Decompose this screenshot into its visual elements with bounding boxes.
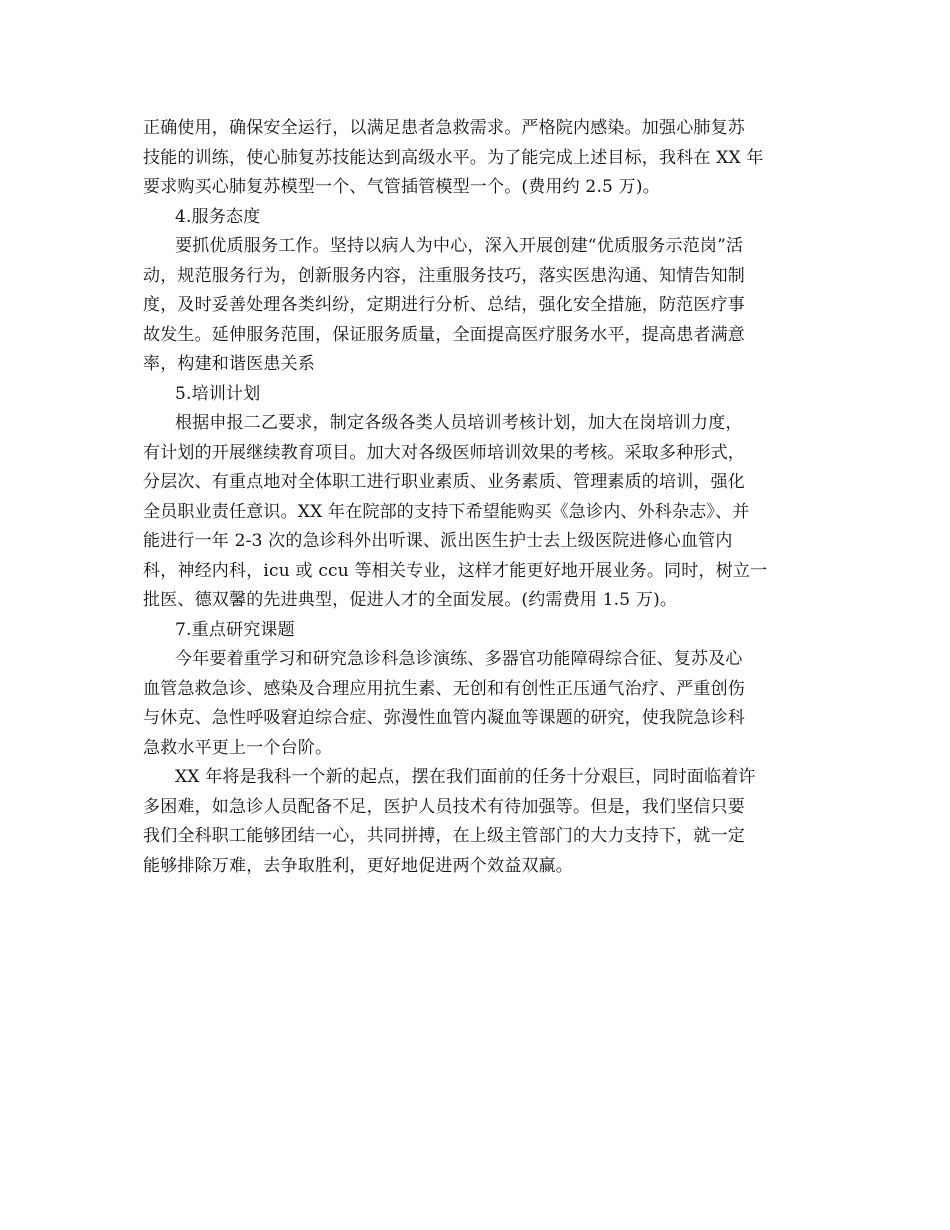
heading-text: 7.重点研究课题 (175, 619, 295, 640)
text-line: 动，规范服务行为，创新服务内容，注重服务技巧，落实医患沟通、知情告知制 (143, 265, 745, 286)
paragraph (143, 645, 807, 763)
text-line: 要抓优质服务工作。坚持以病人为中心，深入开展创建“优质服务示范岗”活 (175, 236, 744, 256)
paragraph (143, 114, 807, 203)
paragraph (143, 409, 807, 616)
text-line: 能够排除万难，去争取胜利，更好地促进两个效益双赢。 (143, 855, 573, 876)
document-body (143, 114, 807, 881)
section-heading (143, 380, 807, 410)
heading-text: 5.培训计划 (175, 383, 261, 404)
text-line: 能进行一年 2-3 次的急诊科外出听课、派出医生护士去上级医院进修心血管内 (143, 531, 733, 551)
paragraph (143, 763, 807, 881)
text-line: 分层次、有重点地对全体职工进行职业素质、业务素质、管理素质的培训，强化 (143, 472, 745, 492)
text-line: 故发生。延伸服务范围，保证服务质量，全面提高医疗服务水平，提高患者满意 (143, 324, 745, 345)
text-line: 我们全科职工能够团结一心，共同拼搏，在上级主管部门的大力支持下，就一定 (143, 826, 745, 846)
text-line: 批医、德双馨的先进典型，促进人才的全面发展。(约需费用 1.5 万)。 (143, 590, 678, 610)
text-line: 今年要着重学习和研究急诊科急诊演练、多器官功能障碍综合征、复苏及心 (175, 649, 743, 669)
text-line: 急救水平更上一个台阶。 (143, 737, 333, 758)
text-line: 度，及时妥善处理各类纠纷，定期进行分析、总结，强化安全措施，防范医疗事 (143, 295, 745, 315)
text-line: 与休克、急性呼吸窘迫综合症、弥漫性血管内凝血等课题的研究，使我院急诊科 (143, 708, 745, 728)
section-heading (143, 203, 807, 233)
text-line: 有计划的开展继续教育项目。加大对各级医师培训效果的考核。采取多种形式， (143, 442, 745, 463)
text-line: 科，神经内科，icu 或 ccu 等相关专业，这样才能更好地开展业务。同时，树立一 (143, 560, 768, 581)
section-heading (143, 616, 807, 646)
text-line: 正确使用，确保安全运行，以满足患者急救需求。严格院内感染。加强心肺复苏 (143, 118, 745, 138)
text-line: 血管急救急诊、感染及合理应用抗生素、无创和有创性正压通气治疗、严重创伤 (143, 678, 745, 699)
text-line: 率，构建和谐医患关系 (143, 354, 315, 374)
paragraph (143, 232, 807, 380)
text-line: 要求购买心肺复苏模型一个、气管插管模型一个。(费用约 2.5 万)。 (143, 177, 660, 197)
text-line: 根据申报二乙要求，制定各级各类人员培训考核计划，加大在岗培训力度， (175, 413, 743, 433)
text-line: 全员职业责任意识。XX 年在院部的支持下希望能购买《急诊内、外科杂志》、并 (143, 501, 750, 522)
text-line: XX 年将是我科一个新的起点，摆在我们面前的任务十分艰巨，同时面临着许 (175, 767, 756, 787)
heading-text: 4.服务态度 (175, 206, 261, 227)
text-line: 技能的训练，使心肺复苏技能达到高级水平。为了能完成上述目标，我科在 XX 年 (143, 147, 764, 168)
text-line: 多困难，如急诊人员配备不足，医护人员技术有待加强等。但是，我们坚信只要 (143, 796, 745, 817)
